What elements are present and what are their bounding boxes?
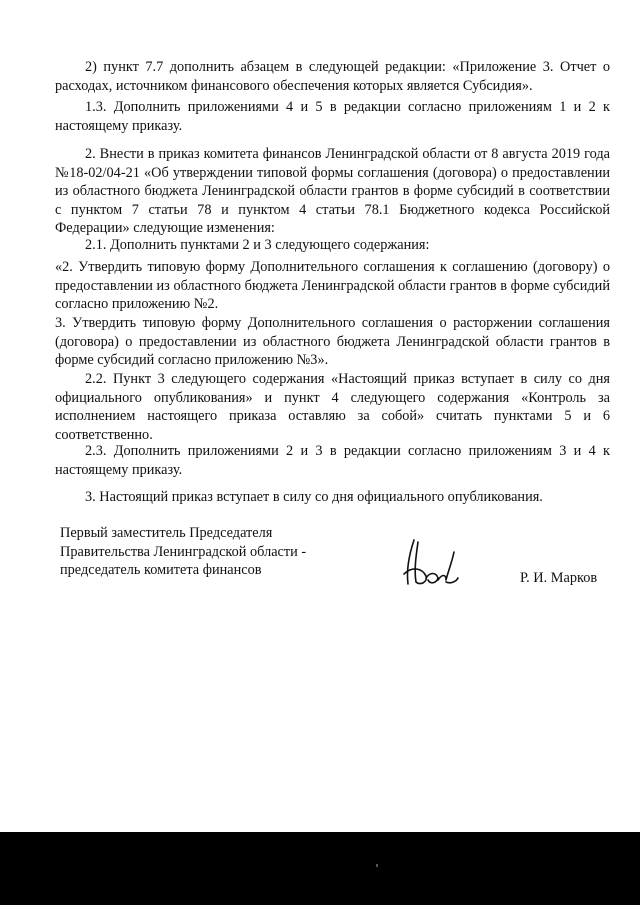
paragraph-2-1: 2.1. Дополнить пунктами 2 и 3 следующего содержания: — [85, 237, 430, 253]
scan-artifact — [376, 864, 378, 867]
signatory-title-line: Первый заместитель Председателя — [60, 525, 273, 541]
signatory-title — [60, 524, 306, 580]
handwritten-signature — [400, 538, 460, 590]
paragraph-1-3: 1.3. Дополнить приложениями 4 и 5 в редакции согласно приложениям 1 и 2 к настоящему приказу. — [55, 99, 610, 134]
paragraph-quote-3: 3. Утвердить типовую форму Дополнительного соглашения о расторжении соглашения (договора) о предоставлении из областного бюджета Ленинградской области грантов в форме субсидий согласно приложению №3». — [55, 315, 610, 369]
paragraph-quote-2: «2. Утвердить типовую форму Дополнительного соглашения к соглашению (договору) о предоставлении из областного бюджета Ленинградской области грантов в форме субсидий согласно приложению №2. — [55, 259, 610, 313]
paragraph-3: 3. Настоящий приказ вступает в силу со дня официального опубликования. — [85, 489, 543, 505]
paragraph-2-2: 2.2. Пункт 3 следующего содержания «Настоящий приказ вступает в силу со дня официального опубликования» и пункт 4 следующего содержания «Контроль за исполнением настоящего приказа оставляю за собой» считать пунктами 5 и 6 соответственно. — [55, 371, 610, 443]
scan-border — [0, 832, 640, 905]
signatory-title-line: председатель комитета финансов — [60, 562, 262, 579]
paragraph-item-7-7: 2) пункт 7.7 дополнить абзацем в следующей редакции: «Приложение 3. Отчет о расходах, источником финансового обеспечения которых является Субсидия». — [55, 59, 610, 94]
paragraph-2: 2. Внести в приказ комитета финансов Ленинградской области от 8 августа 2019 года №18-02/04-21 «Об утверждении типовой формы соглашения (договора) о предоставлении из областного бюджета Ленинградской области грантов в форме субсидий в соответствии с пунктом 7 статьи 78 и пунктом 4 статьи 78.1 Бюджетного кодекса Российской Федерации» следующие изменения: — [55, 146, 610, 237]
paragraph-2-3: 2.3. Дополнить приложениями 2 и 3 в редакции согласно приложениям 3 и 4 к настоящему приказу. — [55, 443, 610, 478]
signatory-name: Р. И. Марков — [520, 570, 598, 586]
signatory-title-line: Правительства Ленинградской области - — [60, 543, 307, 560]
